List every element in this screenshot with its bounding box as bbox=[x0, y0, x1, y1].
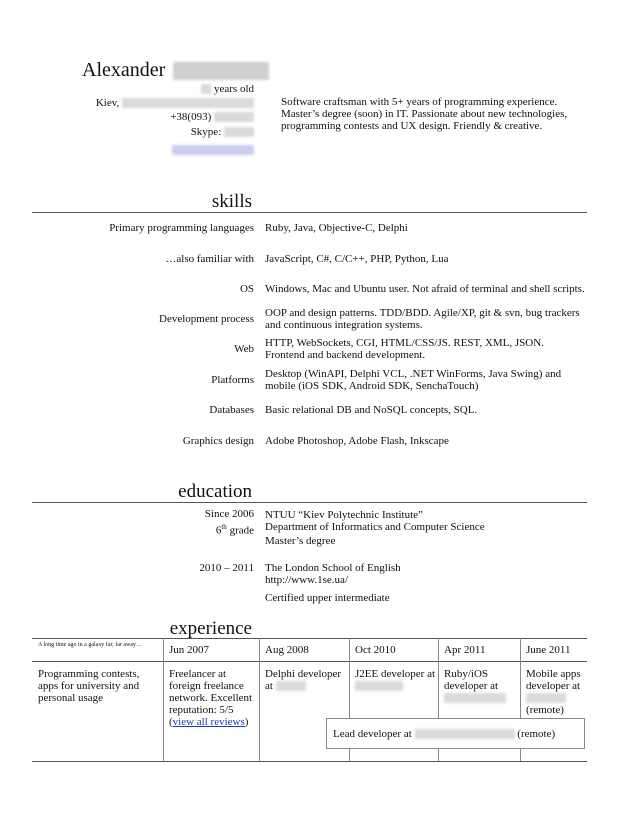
skill-label: Primary programming languages bbox=[109, 222, 254, 234]
j2ee-role: J2EE developer at bbox=[355, 668, 436, 680]
skill-label: Platforms bbox=[211, 374, 254, 386]
redacted-age bbox=[201, 84, 211, 94]
experience-cell: Programming contests, apps for university and personal usage bbox=[38, 668, 140, 704]
education-heading: education bbox=[178, 481, 252, 502]
edu-date: Since 2006 bbox=[204, 508, 254, 520]
phone-prefix: +38(093) bbox=[170, 111, 212, 123]
experience-cell bbox=[526, 668, 586, 716]
remote-note: (remote) bbox=[526, 704, 564, 716]
edu-grade bbox=[0, 521, 254, 538]
timeline-date: Jun 2007 bbox=[169, 644, 210, 656]
redacted-company bbox=[526, 693, 566, 703]
lead-remote: (remote) bbox=[517, 728, 556, 740]
edu-link: http://www.1se.ua/ bbox=[265, 574, 348, 586]
age-suffix: years old bbox=[213, 83, 254, 95]
edu-line: Certified upper intermediate bbox=[265, 592, 390, 604]
email-link[interactable] bbox=[172, 142, 254, 160]
skill-label: Databases bbox=[209, 404, 254, 416]
delphi-role: Delphi developer at bbox=[265, 668, 342, 692]
summary-text: Software craftsman with 5+ years of programming experience. Master’s degree (soon) in IT. Passionate about new technologies, programming contests and UX design. Friendly & creative. bbox=[281, 96, 568, 132]
skype-line bbox=[150, 125, 254, 139]
timeline-date: Aug 2008 bbox=[265, 644, 309, 656]
experience-rule-top bbox=[32, 638, 587, 639]
first-name: Alexander bbox=[82, 59, 166, 81]
redacted-phone bbox=[214, 112, 254, 122]
skills-heading: skills bbox=[211, 191, 252, 212]
grade-suffix: th bbox=[221, 523, 227, 531]
experience-cell bbox=[265, 668, 345, 692]
lead-developer-box bbox=[326, 718, 585, 749]
edu-line: The London School of English bbox=[265, 562, 401, 574]
skill-label: …also familiar with bbox=[165, 253, 254, 265]
skill-value: OOP and design patterns. TDD/BDD. Agile/XP, git & svn, bug trackers and continuous integration systems. bbox=[265, 307, 580, 331]
redacted-company bbox=[415, 729, 515, 739]
skills-rule bbox=[32, 212, 587, 213]
edu-line: Master’s degree bbox=[265, 535, 336, 547]
skill-value: Desktop (WinAPI, Delphi VCL, .NET WinForms, Java Swing) and mobile (iOS SDK, Android SDK, SenchaTouch) bbox=[265, 368, 562, 392]
city: Kiev, bbox=[95, 97, 120, 109]
column-divider bbox=[163, 638, 164, 761]
redacted-company bbox=[444, 693, 506, 703]
redacted-company bbox=[276, 681, 306, 691]
ruby-ios-role: Ruby/iOS developer at bbox=[444, 668, 499, 692]
timeline-intro: A long time ago in a galaxy far, far away… bbox=[38, 642, 143, 648]
experience-rule-mid bbox=[32, 661, 587, 662]
experience-cell: Freelancer at foreign freelance network. Excellent reputation: 5/5 (view all reviews) bbox=[169, 668, 253, 728]
timeline-date: June 2011 bbox=[526, 644, 571, 656]
edu-line: NTUU “Kiev Polytechnic Institute” bbox=[265, 509, 423, 521]
mobile-role: Mobile apps developer at bbox=[526, 668, 581, 692]
redacted-company bbox=[355, 681, 403, 691]
age-line bbox=[150, 82, 254, 96]
edu-line: Department of Informatics and Computer Science bbox=[265, 521, 485, 533]
experience-heading: experience bbox=[169, 618, 252, 639]
address-line bbox=[60, 96, 254, 110]
skill-value: Basic relational DB and NoSQL concepts, SQL. bbox=[265, 404, 478, 416]
skill-value: HTTP, WebSockets, CGI, HTML/CSS/JS. REST, XML, JSON. Frontend and backend development. bbox=[265, 337, 544, 361]
lead-developer-text bbox=[333, 728, 555, 740]
skype-label: Skype: bbox=[190, 126, 222, 138]
grade-word: grade bbox=[229, 524, 254, 537]
skill-label: OS bbox=[239, 283, 254, 295]
freelance-text: Freelancer at foreign freelance network. Excellent reputation: 5/5 bbox=[169, 668, 253, 716]
skill-value: Adobe Photoshop, Adobe Flash, Inkscape bbox=[265, 435, 449, 447]
timeline-date: Oct 2010 bbox=[355, 644, 396, 656]
grade-number: 6 bbox=[215, 524, 222, 537]
redacted-surname bbox=[173, 62, 269, 80]
view-reviews-link[interactable]: view all reviews bbox=[172, 716, 245, 728]
candidate-name bbox=[82, 58, 269, 82]
redacted-skype bbox=[224, 127, 254, 137]
skill-label: Development process bbox=[159, 313, 254, 325]
edu-date: 2010 – 2011 bbox=[199, 562, 254, 574]
education-rule bbox=[32, 502, 587, 503]
redacted-address bbox=[122, 98, 254, 108]
experience-cell bbox=[355, 668, 437, 692]
skill-value: Windows, Mac and Ubuntu user. Not afraid of terminal and shell scripts. bbox=[265, 283, 585, 295]
timeline-date: Apr 2011 bbox=[444, 644, 486, 656]
redacted-email bbox=[172, 145, 254, 155]
skill-label: Graphics design bbox=[182, 435, 254, 447]
column-divider bbox=[259, 638, 260, 761]
phone-line bbox=[120, 110, 254, 124]
skill-value: JavaScript, C#, C/C++, PHP, Python, Lua bbox=[265, 253, 449, 265]
skill-label: Web bbox=[234, 343, 254, 355]
experience-rule-bottom bbox=[32, 761, 587, 762]
lead-role: Lead developer at bbox=[333, 728, 412, 740]
skill-value: Ruby, Java, Objective-C, Delphi bbox=[265, 222, 408, 234]
experience-cell bbox=[444, 668, 518, 704]
